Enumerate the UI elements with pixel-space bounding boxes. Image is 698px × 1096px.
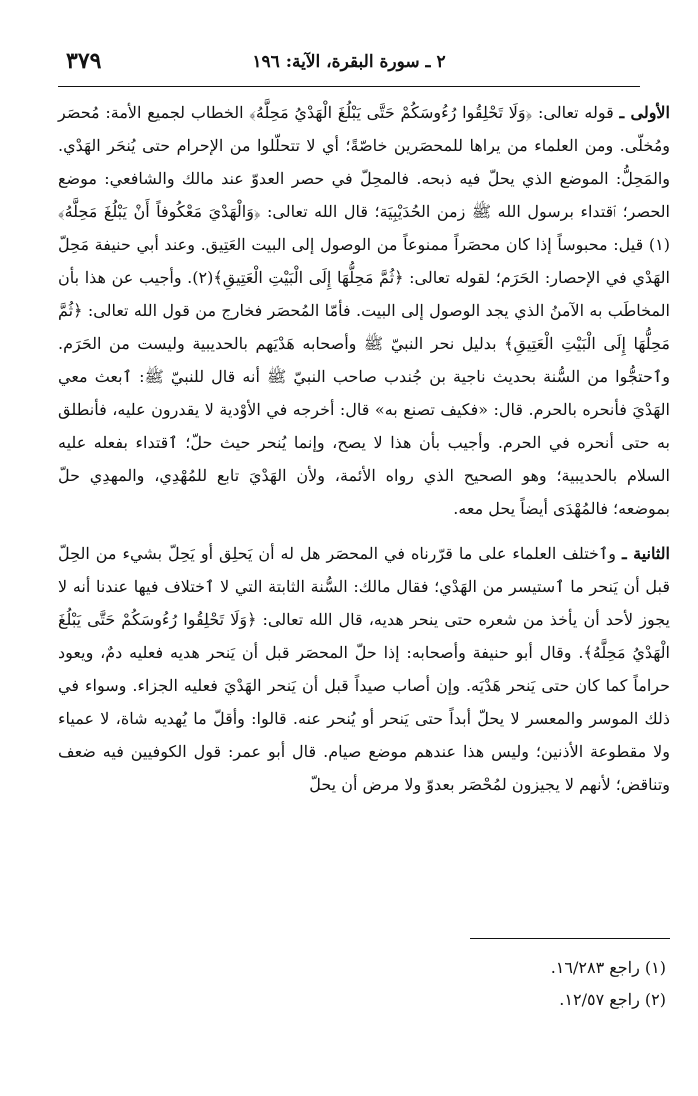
paragraph-first-issue <box>58 96 670 525</box>
main-text <box>58 96 670 813</box>
issue-text-first: قوله تعالى: ﴿وَلَا تَحْلِقُوا رُءُوسَكُمْ حَتَّى يَبْلُغَ الْهَدْيُ مَحِلَّهُ﴾ الخطاب لجميع الأمة: مُحصَر ومُخلّى. ومن العلماء من يراها للمحصَرين خاصّةً؛ أي لا تتحلّلوا من الإحرام حتى يُنحَر الهَدْي. والمَحِلُّ: الموضع الذي يحلّ فيه ذبحه. فالمحِلّ في حصر العدوّ عند مالك والشافعي: موضع الحصر؛ ٱقتداء برسول الله ﷺ زمن الحُدَيْبِيَة؛ قال الله تعالى: ﴿وَالْهَدْيَ مَعْكُوفاً أَنْ يَبْلُغَ مَحِلَّهُ﴾(١) قيل: محبوساً إذا كان محصَراً ممنوعاً من الوصول إلى البيت العَتِيق. وعند أبي حنيفة مَحِلّ الهَدْي في الإحصار: الحَرَم؛ لقوله تعالى: ﴿ثُمَّ مَحِلُّهَا إِلَى الْبَيْتِ الْعَتِيقِ﴾(٢). وأجيب عن هذا بأن المخاطَب به الآمنُ الذي يجد الوصول إلى البيت. فأمّا المُحصَر فخارج من قول الله تعالى: ﴿ثُمَّ مَحِلُّهَا إِلَى الْبَيْتِ الْعَتِيقِ﴾ بدليل نحر النبيّ ﷺ وأصحابه هَدْيَهم بالحديبية وليست من الحَرَم. وٱحتجُّوا من السُّنة بحديث ناجية بن جُندب صاحب النبيّ ﷺ أنه قال للنبيّ ﷺ: ٱبعث معي الهَدْيَ فأنحره بالحرم. قال: «فكيف تصنع به» قال: أخرجه في الأوْدية لا يقدرون عليه، فأنطلق به حتى أنحره في الحرم. وأجيب بأن هذا لا يصح، وإنما يُنحر حيث حلّ؛ ٱقتداء بفعله عليه السلام بالحديبية؛ وهو الصحيح الذي رواه الأئمة، ولأن الهَدْيَ تابع للمُهْدِي، والمهدِي حلّ بموضعه؛ فالمُهْدَى أيضاً يحل معه. <box>58 103 671 518</box>
paragraph-second-issue <box>58 537 670 801</box>
footnote-2: (٢) راجع ١٢/٥٧. <box>559 990 666 1009</box>
issue-label-first: الأولى ـ <box>619 103 670 122</box>
running-title: ٢ ـ سورة البقرة، الآية: ١٩٦ <box>252 52 446 72</box>
footnote-1: (١) راجع ١٦/٢٨٣. <box>550 958 666 977</box>
issue-label-second: الثانية ـ <box>621 544 671 563</box>
footnotes <box>551 952 666 1016</box>
issue-text-second: وٱختلف العلماء على ما قرّرناه في المحصَر هل له أن يَحلِق أو يَحِلّ بشيء من الحِلّ قبل أن يَنحر ما ٱستيسر من الهَدْي؛ فقال مالك: السُّنة الثابتة التي لا ٱختلاف فيها عندنا أنه لا يجوز لأحد أن يأخذ من شعره حتى ينحر هديه، قال الله تعالى: ﴿وَلَا تَحْلِقُوا رُءُوسَكُمْ حَتَّى يَبْلُغَ الْهَدْيُ مَحِلَّهُ﴾. وقال أبو حنيفة وأصحابه: إذا حلّ المحصَر قبل أن يَنحر هديه فعليه دمٌ، ويعود حراماً كما كان حتى يَنحر هَدْيَه. وإن أصاب صيداً قبل أن يَنحر الهَدْيَ فعليه الجزاء. وسواء في ذلك الموسر والمعسر لا يحلّ أبداً حتى يَنحر أو يُنحر عنه. قالوا: وأقلّ ما يُهديه شاة، لا عمياء ولا مقطوعة الأذنين؛ وليس هذا عندهم موضع صيام. قال أبو عمر: قول الكوفيين فيه ضعف وتناقض؛ لأنهم لا يجيزون لمُحْصَر بعدوّ ولا مرض أن يحلّ <box>58 544 671 794</box>
page-number: ٣٧٩ <box>66 48 102 74</box>
page-header <box>58 46 640 87</box>
footnote-separator <box>470 938 670 939</box>
